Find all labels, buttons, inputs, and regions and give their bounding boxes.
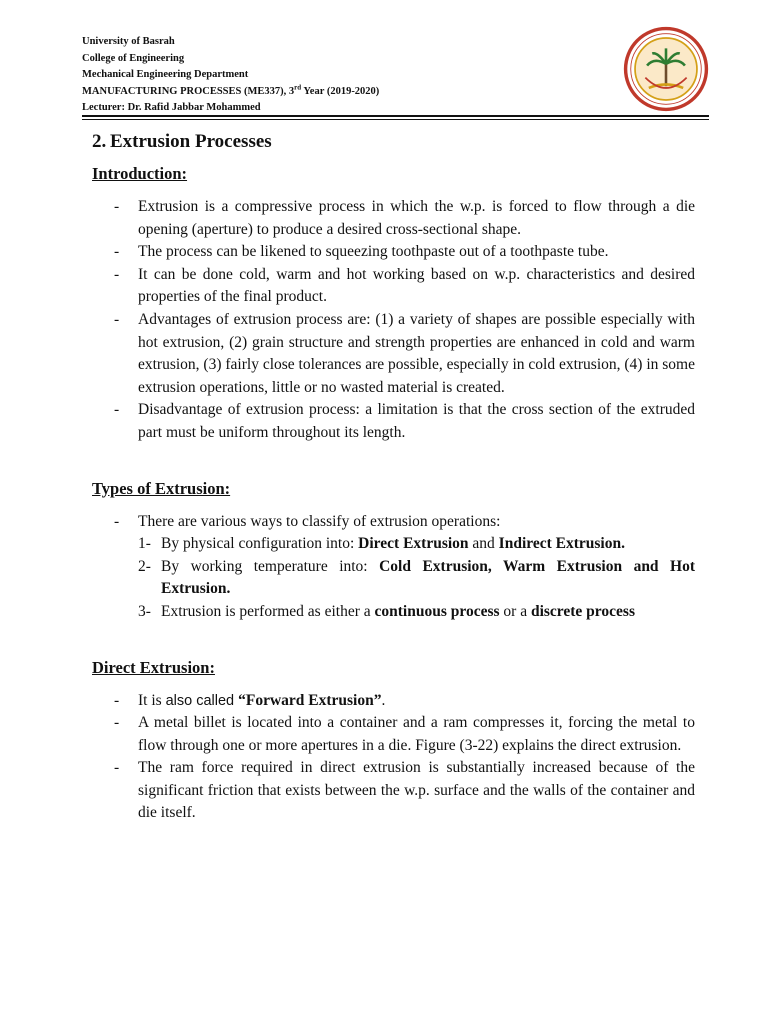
list-item: - It is also called “Forward Extrusion”. (114, 691, 386, 709)
course-line (82, 84, 602, 101)
title-text: Extrusion Processes (110, 131, 272, 152)
list-item: - The process can be likened to squeezing toothpaste out of a toothpaste tube. (114, 243, 609, 261)
document-header (82, 34, 602, 117)
list-item: - Disadvantage of extrusion process: a limitation is that the cross section of the extruded part must be uniform throughout its length. (114, 401, 695, 441)
course-year: Year (2019-2020) (301, 85, 380, 97)
list-item: 3- Extrusion is performed as either a continuous process or a discrete process (138, 602, 635, 620)
list-item: 1- By physical configuration into: Direct Extrusion and Indirect Extrusion. (138, 535, 625, 553)
header-divider-thin (82, 119, 709, 120)
university-name: University of Basrah (82, 36, 175, 47)
intro-list (92, 196, 695, 445)
direct-heading: Direct Extrusion: (92, 657, 215, 677)
lecturer-name: Lecturer: Dr. Rafid Jabbar Mohammed (82, 102, 261, 113)
list-item: - Advantages of extrusion process are: (1) a variety of shapes are possible especially with hot extrusion, (2) grain structure and strength properties are enhanced in cold and warm extrusion, (3) fairly close tolerances are possible, especially in cold extrusion, (4) in some extrusion operations, little or no wasted material is created. (114, 310, 695, 396)
course-title: MANUFACTURING PROCESSES (ME337), 3 (82, 85, 295, 97)
types-numbered-list (92, 533, 695, 623)
direct-list (92, 690, 695, 826)
types-list (92, 511, 695, 534)
list-item: - The ram force required in direct extrusion is substantially increased because of the significant friction that exists between the w.p. surface and the walls of the container and die itself. (114, 759, 695, 822)
page-title (92, 128, 695, 156)
header-divider-thick (82, 115, 709, 117)
college-logo-icon (623, 26, 709, 112)
title-number: 2. (92, 131, 107, 152)
intro-heading: Introduction: (92, 164, 188, 183)
course-year-suffix: rd (294, 83, 302, 91)
types-heading: Types of Extrusion: (92, 478, 231, 498)
document-body (92, 128, 695, 825)
list-item: - There are various ways to classify of extrusion operations: (114, 512, 501, 530)
department-name: Mechanical Engineering Department (82, 69, 249, 80)
list-item: - Extrusion is a compressive process in which the w.p. is forced to flow through a die opening (aperture) to produce a desired cross-sectional shape. (114, 198, 695, 238)
list-item: 2- By working temperature into: Cold Extrusion, Warm Extrusion and Hot Extrusion. (138, 557, 695, 598)
college-name: College of Engineering (82, 52, 185, 64)
list-item: - It can be done cold, warm and hot working based on w.p. characteristics and desired properties of the final product. (114, 265, 695, 306)
list-item: - A metal billet is located into a container and a ram compresses it, forcing the metal to flow through one or more apertures in a die. Figure (3-22) explains the direct extrusion. (114, 714, 695, 754)
